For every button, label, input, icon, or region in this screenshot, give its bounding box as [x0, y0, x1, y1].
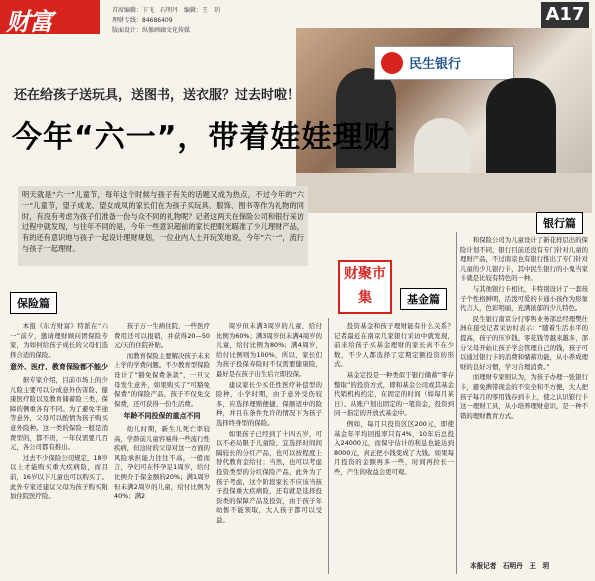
column-paragraph: 幼儿时期，新生儿死亡率较高，学龄前儿童容易得一些流行性疾病，但这时的父母对这一方面的风险承担能力往往不高，一般而言，孕妇可在怀孕足1周岁，给付比例介于保金额的20%；满1周岁但未满2周岁的儿童，给付比例为40%；满2 [114, 424, 210, 501]
column-subheading: 年龄不同投保的重点不同 [123, 412, 201, 421]
editor-info [112, 6, 220, 36]
column-divider [328, 318, 329, 574]
headline: 今年“六一”，带着娃娃理财 [12, 120, 395, 155]
page-number: A17 [541, 2, 589, 28]
lead-paragraph: 明天就是“六一”儿童节，每年这个时候与孩子有关的话题又成为热点，不过今年的“六一”儿童节，望子成龙、望女成凤的家长们在为孩子买玩具、服饰、图书等作为礼物的同时，有没有考虑为孩子们准备一份与众不同的礼物呢？记者这两天在保险公司和银行采访过程中就发现，与往年不同的是，今年一些意识超前的家长把眼光瞄准了少儿理财产品，有的还有意识地与孩子一起设计理财规划，一位业内人士开玩笑地说，今年“六一”，流行与孩子一起理财。 [18, 186, 308, 266]
column-paragraph: 周岁但未满3周岁的儿童，给付比例为60%；满3周岁但未满4周岁的儿童，给付比例为80%；满4周岁，给付比例则为100%，所以，家长们为孩子投保寿险时不仅需要健康险，最好是在孩子出生后立即投保。 [216, 322, 322, 378]
design-line: 版面设计：纵像画廊文化传媒 [112, 27, 191, 34]
column-paragraph: 据专家介绍，目前市场上的少儿险主要可以分成意外伤害险、健康医疗险以及教育储蓄险三类，保障的侧重各有不同。为了避免半途等意外，父母可以酌情为孩子购买意外险种。这一类的保险一般是消费型的，都不贵，一年仅需要几百元，各公司都有推出。 [10, 375, 108, 452]
column-subheading: 意外、医疗、教育保险都不能少 [10, 363, 108, 372]
column-5 [460, 236, 588, 574]
column-paragraph: 例如，每月只投资区区200元，即使基金年平均回报率只有4%，10年后总投入24000元，而保守估计的利息也能达到8000元，真正把小钱变成了大钱。如果每月投资的金额再多一些，时间再拉长一些，产生的收益会更可观。 [334, 419, 454, 476]
column-2 [114, 322, 210, 574]
hotline-line: 理财专线：84686409 [112, 17, 173, 24]
column-paragraph: 过去不少保险公司规定，18岁以上才能购买重大疾病险，而目前，16岁以下儿童也可以购买了。此外专家还建议父母为孩子购买附加住院医疗险。 [10, 453, 108, 501]
masthead-title: 财富 [6, 8, 52, 36]
column-paragraph: 建议家长少买任性医疗补偿型的险种，小学时期，由于意外受伤较多，应选择理赔便捷、保额适中的险种，并且在条件允许的情况下为孩子选择终身型的保险。 [216, 380, 322, 427]
section-insurance: 保险篇 [10, 292, 57, 314]
column-paragraph: 而教育保险主要解决孩子未来上学的学费问题。不少教育型保险设计了“豁免保费条款”，一旦父母发生意外，如果购买了“可豁免保费”的保险产品，孩子不仅免交保费，还可获得一份生活费。 [114, 351, 210, 408]
column-paragraph: 而理财专家则认为，为孩子办理一张银行卡，避免携带现金的不安全和不方便，大人把孩子每月的零用钱存到卡上，使之认识银行卡这一理财工具，从小培养理财意识，是一种不错的理财教育方式。 [460, 373, 588, 420]
editor-line: 首席编辑：卞飞 石明丹 编辑：王 玥 [112, 7, 221, 14]
photo-desk [296, 173, 592, 213]
column-paragraph: 如果孩子已经到了十四五岁，可以不必局限于儿童险，宜选择时间间隔较长的分红产品，也可以按程度上替代教育金给付；当然，也可以考虑投资类型的分红保险产品，此外为了孩子考虑，这个阶段家长不应该当孩子投保重大疾病险，还有就是选择投资类的保障产品及投资，由于孩子年幼暂不能领取，大人孩子都可以受益。 [216, 429, 322, 524]
masthead [0, 0, 100, 34]
column-paragraph: 民生银行南京分行零售业务部总经理樊仕洲在接受记者采访时表示：“随着生活水平的提高，孩子的压岁钱、零花钱等越来越多，部分父母开始让孩子学会管理自己的钱，孩子可以通过银行卡的消费和储蓄功能，从小养成理财的良好习惯，学习合理消费。” [460, 314, 588, 371]
column-paragraph: 投资基金和孩子理财能有什么关系？记者最近在南京几家银行采访中就发现，前来给孩子买基金理财的家长真不在少数，不少人都选择了定期定额投资的形式。 [334, 322, 454, 369]
column-4 [334, 322, 454, 574]
section-fund: 基金篇 [400, 288, 447, 310]
bank-sign [374, 46, 514, 80]
column-paragraph: 孩子万一生病住院，一些医疗费用还可以报销，并获得20—50元/天的住院补贴。 [114, 322, 210, 350]
bank-logo-icon [381, 52, 403, 74]
byline: 本报记者 石明丹 王 玥 [470, 562, 550, 570]
column-paragraph: 基金定投是一种类似于银行储蓄“零存整取”的投资方式，即和基金公司或其基金代销机构约定，在固定的时间（如每月某日）、从账户划出固定的一笔资金，投资到同一指定的开放式基金中。 [334, 370, 454, 418]
column-3 [216, 322, 322, 574]
column-paragraph: 本报《东方财富》特派在“六一”前夕，邀请理财顾问团保险专家，为如何给孩子成长的父母们选择合适的保险。 [10, 322, 108, 359]
subheadline: 还在给孩子送玩具，送图书，送衣服？过去时啦！ [14, 88, 301, 103]
bank-sign-text: 民生银行 [409, 57, 462, 72]
market-stamp: 财聚市集 [338, 260, 392, 314]
section-bank: 银行篇 [536, 212, 583, 234]
column-divider [456, 232, 457, 574]
column-paragraph: 与其他银行卡相比，卡特别设计了一套孩子个性格鲜明，活泼可爱的卡通小孩作为形象代言人，色彩明丽，充满浓郁的少儿特色。 [460, 284, 588, 313]
column-paragraph: 和保险公司为儿童设计了新花样层出的保险计划不同，银行目前还没有专门针对儿童的理财产品，不过南京也有银行推出了专门针对儿童的少儿银行卡，其中民生银行的小鬼当家卡就是比较有特色的一种。 [460, 236, 588, 283]
column-1 [10, 322, 108, 574]
